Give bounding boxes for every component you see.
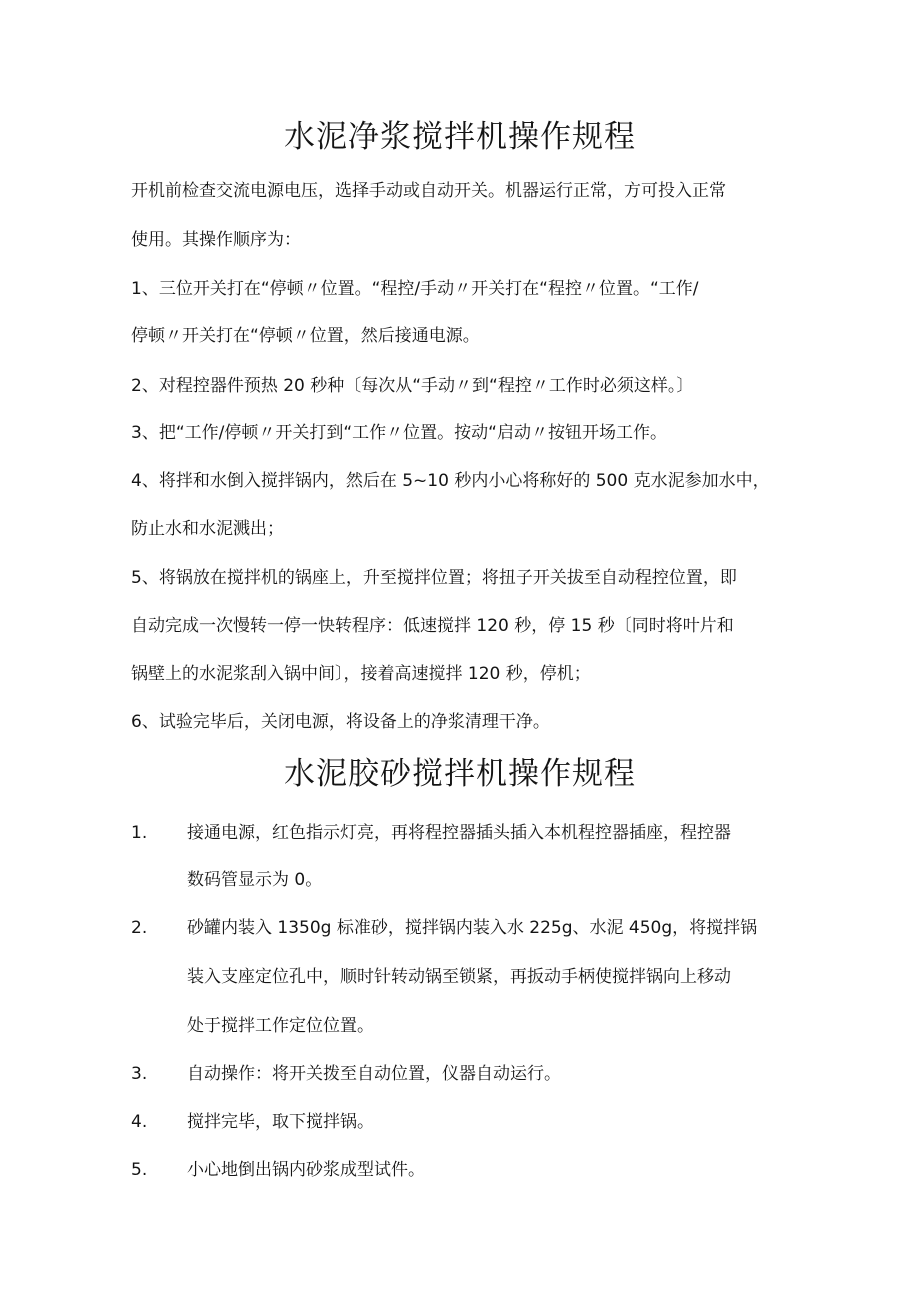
section2-item-number: 1. [131, 823, 148, 843]
section1-step1-line: 1、三位开关打在“停顿〃位置。“程控/手动〃开关打在“程控〃位置。“工作/ [131, 279, 699, 299]
section1-step4-line: 防止水和水泥溅出； [131, 519, 284, 539]
section2-item-line: 自动操作：将开关拨至自动位置，仪器自动运行。 [187, 1064, 561, 1084]
section2-item-number: 4. [131, 1112, 148, 1132]
section2-item-line: 小心地倒出锅内砂浆成型试件。 [187, 1160, 425, 1180]
section2-item-number: 5. [131, 1160, 148, 1180]
section1-step5-line: 自动完成一次慢转一停一快转程序：低速搅拌 120 秒，停 15 秒〔同时将叶片和 [131, 616, 734, 636]
section2-item-line: 处于搅拌工作定位位置。 [187, 1016, 374, 1036]
section2-item-line: 装入支座定位孔中，顺时针转动锅至锁紧，再扳动手柄使搅拌锅向上移动 [187, 967, 731, 987]
section1-intro-line: 开机前检查交流电源电压，选择手动或自动开关。机器运行正常，方可投入正常 [131, 181, 726, 201]
section1-step6-line: 6、试验完毕后，关闭电源，将设备上的净浆清理干净。 [131, 712, 550, 732]
section1-intro-line: 使用。其操作顺序为： [131, 230, 301, 250]
section2-item-line: 接通电源，红色指示灯亮，再将程控器插头插入本机程控器插座，程控器 [187, 823, 731, 843]
section2-item-line: 砂罐内装入 1350g 标准砂，搅拌锅内装入水 225g、水泥 450g，将搅拌锅 [187, 918, 758, 938]
section2-title: 水泥胶砂搅拌机操作规程 [284, 756, 636, 792]
section2-item-line: 数码管显示为 0。 [187, 870, 323, 890]
section2-item-number: 2. [131, 918, 148, 938]
section1-step1-line: 停顿〃开关打在“停顿〃位置，然后接通电源。 [131, 326, 480, 346]
section1-step3-line: 3、把“工作/停顿〃开关打到“工作〃位置。按动“启动〃按钮开场工作。 [131, 423, 667, 443]
section1-step4-line: 4、将拌和水倒入搅拌锅内，然后在 5~10 秒内小心将称好的 500 克水泥参加水中， [131, 471, 770, 491]
section1-step2-line: 2、对程控器件预热 20 秒种〔每次从“手动〃到“程控〃工作时必须这样。〕 [131, 376, 694, 396]
section1-step5-line: 锅壁上的水泥浆刮入锅中间〕，接着高速搅拌 120 秒，停机； [131, 664, 591, 684]
section2-item-line: 搅拌完毕，取下搅拌锅。 [187, 1112, 374, 1132]
section1-title: 水泥净浆搅拌机操作规程 [284, 119, 636, 155]
section2-item-number: 3. [131, 1064, 148, 1084]
section1-step5-line: 5、将锅放在搅拌机的锅座上，升至搅拌位置；将扭子开关拔至自动程控位置，即 [131, 568, 737, 588]
